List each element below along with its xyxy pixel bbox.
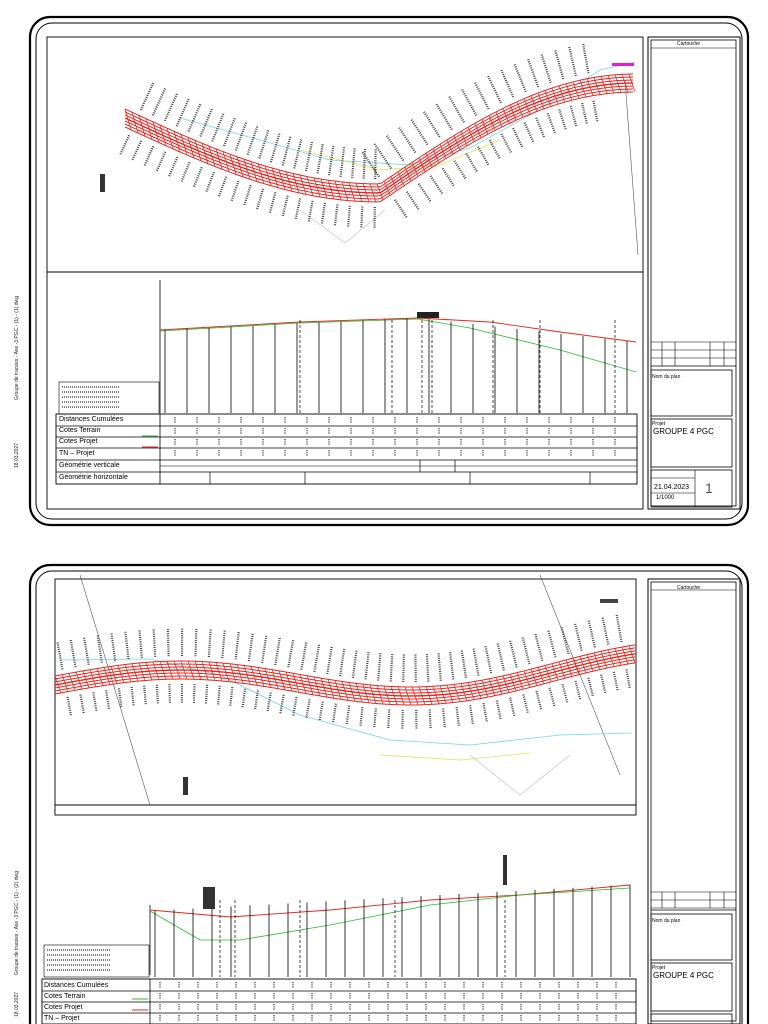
station-label: [153, 88, 165, 115]
station-label: [603, 617, 609, 644]
station-label: [271, 133, 280, 162]
station-label: [333, 704, 336, 723]
title-block-group-2: GROUPE 4 PGC: [653, 971, 714, 980]
station-label: [497, 701, 501, 720]
station-label: [347, 706, 350, 725]
station-label: [236, 631, 239, 659]
station-label: [575, 681, 580, 700]
station-label: [457, 707, 459, 726]
station-label: [536, 691, 541, 710]
profile-row-terrain-2: Cotes Terrain: [44, 993, 86, 1000]
station-label: [195, 628, 196, 656]
road-alignment-hatch: [174, 131, 180, 152]
road-alignment-group: [55, 645, 635, 705]
station-label: [248, 126, 258, 154]
sheet-2-side-label: Groupe de tracées - Axe -3 PGC - (1) - (2).dwg: [14, 871, 20, 975]
road-alignment-hatch: [202, 143, 208, 163]
station-label: [296, 198, 300, 219]
station-label: [106, 690, 109, 709]
title-block-date: 21.04.2023: [654, 484, 690, 491]
station-label: [470, 705, 473, 724]
station-label: [132, 141, 141, 160]
profile-row-projet: Cotes Projet: [59, 438, 98, 445]
road-alignment-hatch: [188, 137, 194, 158]
sheet-2-side-date: 18.03.2027: [14, 991, 20, 1017]
profile-row-geom-verticale: Géométrie verticale: [59, 462, 120, 469]
station-label: [327, 646, 332, 674]
station-label: [57, 642, 62, 670]
station-label: [550, 688, 555, 707]
station-label: [348, 206, 350, 227]
station-label: [388, 709, 389, 729]
station-label: [498, 643, 504, 670]
station-label: [438, 653, 440, 681]
station-label: [462, 89, 476, 115]
station-label: [340, 648, 344, 676]
station-label: [275, 637, 280, 665]
road-alignment-hatch: [167, 128, 173, 149]
station-label: [80, 695, 83, 714]
road-alignment-hatch: [181, 134, 187, 155]
station-label: [257, 189, 263, 209]
project-line: [150, 885, 630, 917]
station-label: [478, 147, 488, 165]
station-label: [475, 82, 489, 109]
station-label: [462, 650, 466, 678]
plan-limit-line: [80, 575, 150, 805]
station-label: [378, 653, 380, 681]
station-label: [320, 702, 323, 721]
road-alignment-hatch: [468, 127, 474, 142]
station-label: [366, 652, 369, 680]
station-label: [288, 640, 293, 668]
station-label: [563, 684, 568, 703]
station-label: [523, 695, 528, 714]
station-label: [157, 685, 158, 705]
title-block-inner: [651, 40, 736, 506]
station-label: [488, 76, 501, 103]
road-alignment-line: [125, 89, 633, 199]
station-label: [353, 650, 357, 678]
road-alignment-group: [125, 74, 635, 202]
profile-table: [42, 979, 636, 1024]
station-label: [387, 135, 404, 160]
sheet-1-side-label: Groupe de tracées - Axe -3 PGC - (1) - (1).dwg: [14, 296, 20, 400]
profile-table: [56, 414, 637, 484]
plan-north-label: [100, 174, 105, 192]
title-block-scale: 1/1000: [656, 495, 675, 501]
station-label: [555, 50, 563, 79]
station-label: [169, 157, 177, 176]
station-label: [485, 646, 491, 673]
station-label: [362, 152, 379, 177]
road-alignment-line: [125, 92, 633, 202]
station-label: [270, 192, 275, 212]
profile-row-terrain: Cotes Terrain: [59, 427, 101, 434]
road-alignment-hatch: [496, 112, 502, 127]
station-label: [436, 104, 451, 130]
profile-row-tn-projet-2: TN – Projet: [44, 1015, 80, 1022]
road-alignment-hatch: [433, 149, 439, 163]
station-label: [111, 633, 115, 661]
profile-row-tn-projet: TN – Projet: [59, 450, 95, 457]
title-block-sheet-number: 1: [705, 480, 713, 496]
station-label: [601, 675, 605, 694]
station-label: [322, 203, 325, 224]
station-label: [399, 127, 415, 152]
road-alignment-hatch: [125, 109, 131, 130]
road-alignment-hatch: [160, 125, 166, 146]
station-label: [168, 628, 169, 656]
station-label: [141, 83, 154, 110]
station-label: [341, 147, 344, 177]
station-label: [139, 630, 141, 658]
station-label: [589, 620, 595, 647]
station-label: [454, 161, 465, 179]
sheet-2-canvas: [0, 555, 768, 1024]
station-label: [306, 699, 309, 718]
station-label: [571, 106, 577, 126]
drawing-area: [47, 37, 643, 509]
road-alignment-hatch: [510, 105, 516, 120]
profile-marker: [203, 887, 215, 909]
profile-row-distances-2: Distances Cumulées: [44, 982, 109, 989]
title-block-frame: [648, 579, 740, 1024]
station-label: [548, 113, 555, 133]
road-alignment-hatch: [475, 123, 481, 138]
station-label: [395, 200, 407, 217]
title-block-group: GROUPE 4 PGC: [653, 427, 714, 436]
station-label: [443, 709, 445, 729]
station-label: [614, 672, 618, 691]
station-label: [391, 653, 392, 681]
station-label: [523, 637, 530, 664]
station-label: [154, 629, 156, 657]
road-alignment-hatch: [216, 149, 222, 169]
station-label: [528, 59, 538, 87]
station-label: [280, 695, 283, 714]
station-label: [449, 96, 464, 122]
terrain-line: [150, 888, 630, 940]
station-label: [157, 152, 166, 171]
profile-row-distances: Distances Cumulées: [59, 416, 124, 423]
road-alignment-hatch: [461, 131, 467, 145]
road-alignment-hatch: [132, 112, 138, 133]
station-label: [407, 192, 419, 209]
road-alignment-hatch: [524, 99, 530, 114]
station-label: [200, 109, 212, 137]
road-alignment-line: [125, 86, 633, 196]
plan-marker: [600, 599, 618, 603]
axis-yellow-line: [380, 753, 530, 760]
station-label: [450, 652, 453, 680]
station-label: [360, 707, 362, 726]
station-label: [575, 623, 582, 650]
station-label: [514, 64, 525, 92]
road-alignment-hatch: [209, 146, 215, 166]
station-label: [617, 614, 622, 642]
station-label: [120, 135, 129, 154]
road-alignment-hatch: [482, 119, 488, 134]
station-label: [294, 139, 301, 168]
station-label: [588, 678, 593, 697]
station-label: [236, 122, 246, 150]
station-label: [145, 146, 154, 165]
road-alignment-hatch: [517, 102, 523, 117]
station-label: [165, 93, 177, 120]
station-label: [232, 181, 239, 201]
plan-grid-line: [470, 755, 570, 795]
station-label: [427, 654, 428, 682]
station-label: [419, 184, 431, 201]
station-label: [335, 205, 337, 226]
title-block-frame: [648, 37, 740, 509]
station-label: [219, 177, 226, 197]
outer-frame: [30, 17, 748, 525]
station-label: [125, 631, 128, 659]
road-alignment-hatch: [454, 136, 460, 150]
station-label: [501, 70, 513, 97]
station-label: [361, 207, 362, 228]
station-label: [490, 140, 500, 158]
plan-limit-line: [540, 575, 620, 775]
station-label: [431, 176, 442, 194]
station-label: [242, 689, 245, 708]
station-label: [364, 149, 365, 179]
station-label: [411, 119, 427, 144]
station-label: [569, 47, 576, 76]
title-block-header: Cartouche: [677, 41, 701, 47]
drawing-sheet-2: [0, 555, 768, 1024]
station-label: [374, 708, 376, 728]
station-label: [194, 684, 195, 704]
station-label: [259, 130, 268, 159]
station-label: [424, 111, 440, 136]
title-block-inner: [651, 582, 736, 1021]
station-label: [84, 637, 89, 665]
title-block-header-2: Cartouche: [677, 585, 701, 591]
road-alignment-hatch: [230, 154, 236, 174]
profile-row-projet-2: Cotes Projet: [44, 1004, 83, 1011]
station-label: [262, 635, 266, 663]
station-label: [525, 123, 534, 142]
station-label: [548, 630, 555, 657]
station-label: [283, 136, 291, 165]
station-label: [535, 634, 542, 661]
station-label: [181, 162, 189, 181]
road-alignment-hatch: [195, 140, 201, 160]
station-label: [374, 144, 391, 169]
station-label: [206, 172, 214, 192]
plan-north-label: [183, 777, 188, 795]
inner-frame: [36, 23, 742, 519]
station-label: [559, 109, 565, 129]
station-label: [501, 134, 511, 153]
title-block-plan-label: Nom du plan: [652, 374, 681, 380]
road-alignment-hatch: [503, 108, 509, 123]
station-label: [144, 686, 146, 706]
station-label: [626, 669, 629, 688]
road-alignment-hatch: [489, 116, 495, 131]
station-label: [206, 685, 207, 705]
title-block-project-label-2: Projet: [652, 965, 666, 971]
station-label: [209, 629, 211, 657]
title-block-sheet-box: [651, 1014, 732, 1024]
station-label: [93, 692, 96, 711]
road-alignment-line: [125, 80, 633, 190]
station-label: [68, 697, 72, 716]
profile-marker: [417, 312, 439, 318]
station-label: [306, 142, 312, 171]
station-label: [510, 640, 517, 667]
station-label: [194, 167, 202, 186]
road-alignment-hatch: [153, 122, 159, 143]
station-label: [513, 128, 522, 147]
plan-grid-line: [300, 210, 385, 243]
station-label: [249, 633, 253, 661]
station-label: [474, 648, 479, 676]
station-label: [582, 103, 587, 123]
station-label: [71, 639, 76, 667]
station-label: [301, 642, 306, 670]
station-label: [430, 709, 431, 729]
station-label: [536, 118, 544, 137]
station-label: [169, 684, 170, 704]
station-label: [218, 686, 220, 706]
road-alignment-hatch: [146, 119, 152, 140]
station-label: [510, 698, 514, 717]
profile-row-geom-horizontale: Géométrie horizontale: [59, 474, 128, 481]
station-label: [466, 154, 477, 172]
station-label: [583, 44, 588, 74]
road-alignment-hatch: [223, 152, 229, 172]
station-label: [483, 703, 486, 722]
station-label: [542, 54, 551, 83]
station-label: [255, 691, 258, 710]
road-alignment-hatch: [447, 140, 453, 154]
station-label: [189, 104, 201, 132]
station-label: [443, 168, 454, 186]
station-label: [293, 697, 296, 716]
station-label: [403, 654, 404, 682]
station-label: [593, 101, 597, 122]
title-block-project-label: Projet: [652, 421, 666, 427]
plan-limit-line: [625, 80, 638, 255]
station-label: [244, 185, 250, 205]
plan-marker: [612, 63, 634, 66]
sheet-1-side-date: 18.03.2027: [14, 442, 20, 468]
station-label: [230, 687, 232, 706]
station-label: [317, 144, 322, 174]
station-label: [132, 687, 134, 706]
station-label: [177, 99, 189, 126]
outer-frame: [30, 565, 748, 1024]
profile-marker: [503, 855, 507, 885]
station-label: [268, 693, 271, 712]
road-alignment-hatch: [139, 115, 145, 136]
station-label: [222, 630, 225, 658]
title-block-plan-label-2: Nom du plan: [652, 918, 681, 924]
station-label: [283, 196, 288, 216]
station-label: [314, 644, 319, 672]
